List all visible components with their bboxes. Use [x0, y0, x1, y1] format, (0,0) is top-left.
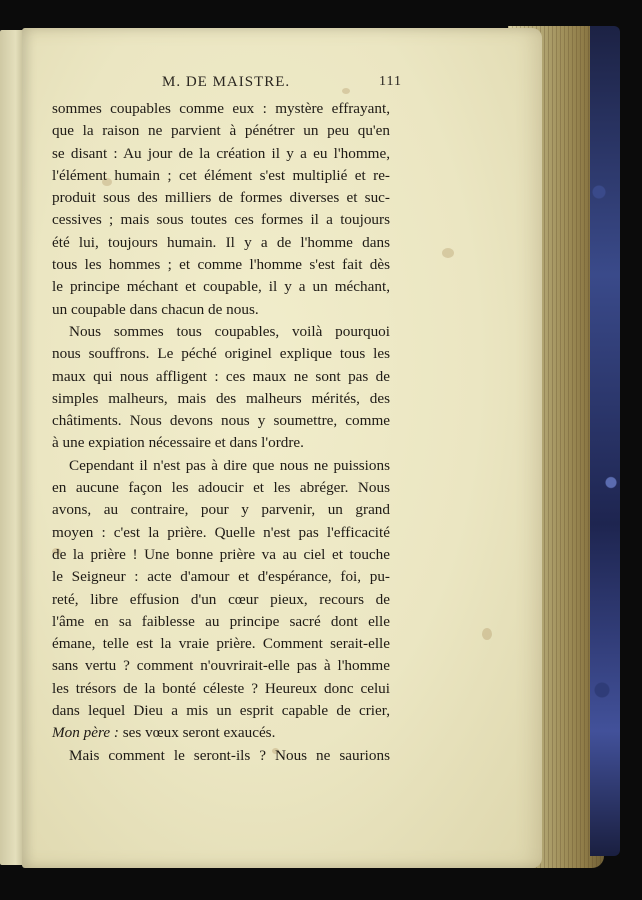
text-line: le Seigneur : acte d'amour et d'espérance, foi, pu-	[52, 568, 390, 586]
text-line: châtiments. Nous devons nous y soumettre, comme	[52, 412, 390, 430]
text-line: les trésors de la bonté céleste ? Heureux donc celui	[52, 679, 390, 697]
text-line: sans vertu ? comment n'ouvrirait-elle pas à l'homme	[52, 657, 390, 675]
text-line: en aucune façon les adoucir et les abréger. Nous	[52, 479, 390, 497]
page-header	[152, 74, 402, 96]
text-line: Nous sommes tous coupables, voilà pourquoi	[69, 322, 390, 340]
foxing-spot	[442, 248, 454, 258]
foxing-spot	[482, 628, 492, 640]
text-line: sommes coupables comme eux : mystère effrayant,	[52, 100, 390, 117]
text-line: dans lequel Dieu a mis un esprit capable de crier,	[52, 702, 390, 720]
running-title: M. DE MAISTRE.	[162, 74, 291, 90]
text-line: l'élément humain ; cet élément s'est multiplié et re-	[52, 166, 390, 184]
text-line: produit sous des milliers de formes diverses et suc-	[52, 189, 390, 207]
text-line: Mon père : ses vœux seront exaucés.	[52, 724, 276, 742]
text-line: nous souffrons. Le péché originel explique tous les	[52, 345, 390, 363]
text-line: que la raison ne parvient à pénétrer un peu qu'en	[52, 122, 390, 140]
text-line: reté, libre effusion d'un cœur pieux, recours de	[52, 590, 390, 608]
text-line: émane, telle est la vraie prière. Comment serait-elle	[52, 635, 390, 653]
page-number: 111	[379, 74, 402, 89]
text-line: avons, au contraire, pour y parvenir, un grand	[52, 501, 390, 519]
text-line: le principe méchant et coupable, il y a un méchant,	[52, 278, 390, 296]
text-line: se disant : Au jour de la création il y a eu l'homme,	[52, 144, 390, 162]
text-line: l'âme en sa faiblesse au principe sacré dont elle	[52, 612, 390, 630]
text-line: été lui, toujours humain. Il y a de l'homme dans	[52, 233, 390, 251]
text-line: cessives ; mais sous toutes ces formes il a toujours	[52, 211, 390, 229]
body-text	[52, 98, 390, 767]
text-line: Cependant il n'est pas à dire que nous ne puissions	[69, 456, 390, 474]
text-line: à une expiation nécessaire et dans l'ordre.	[52, 434, 304, 452]
text-line: de la prière ! Une bonne prière va au ciel et touche	[52, 545, 390, 563]
text-line: maux qui nous affligent : ces maux ne sont pas de	[52, 367, 390, 385]
text-line: moyen : c'est la prière. Quelle n'est pas l'efficacité	[52, 523, 390, 541]
text-line: un coupable dans chacun de nous.	[52, 300, 259, 318]
text-line: simples malheurs, mais des malheurs mérités, des	[52, 389, 390, 407]
text-line: Mais comment le seront-ils ? Nous ne saurions	[69, 746, 390, 764]
marbled-cover-board	[590, 26, 620, 856]
text-line: tous les hommes ; et comme l'homme s'est fait dès	[52, 256, 390, 274]
